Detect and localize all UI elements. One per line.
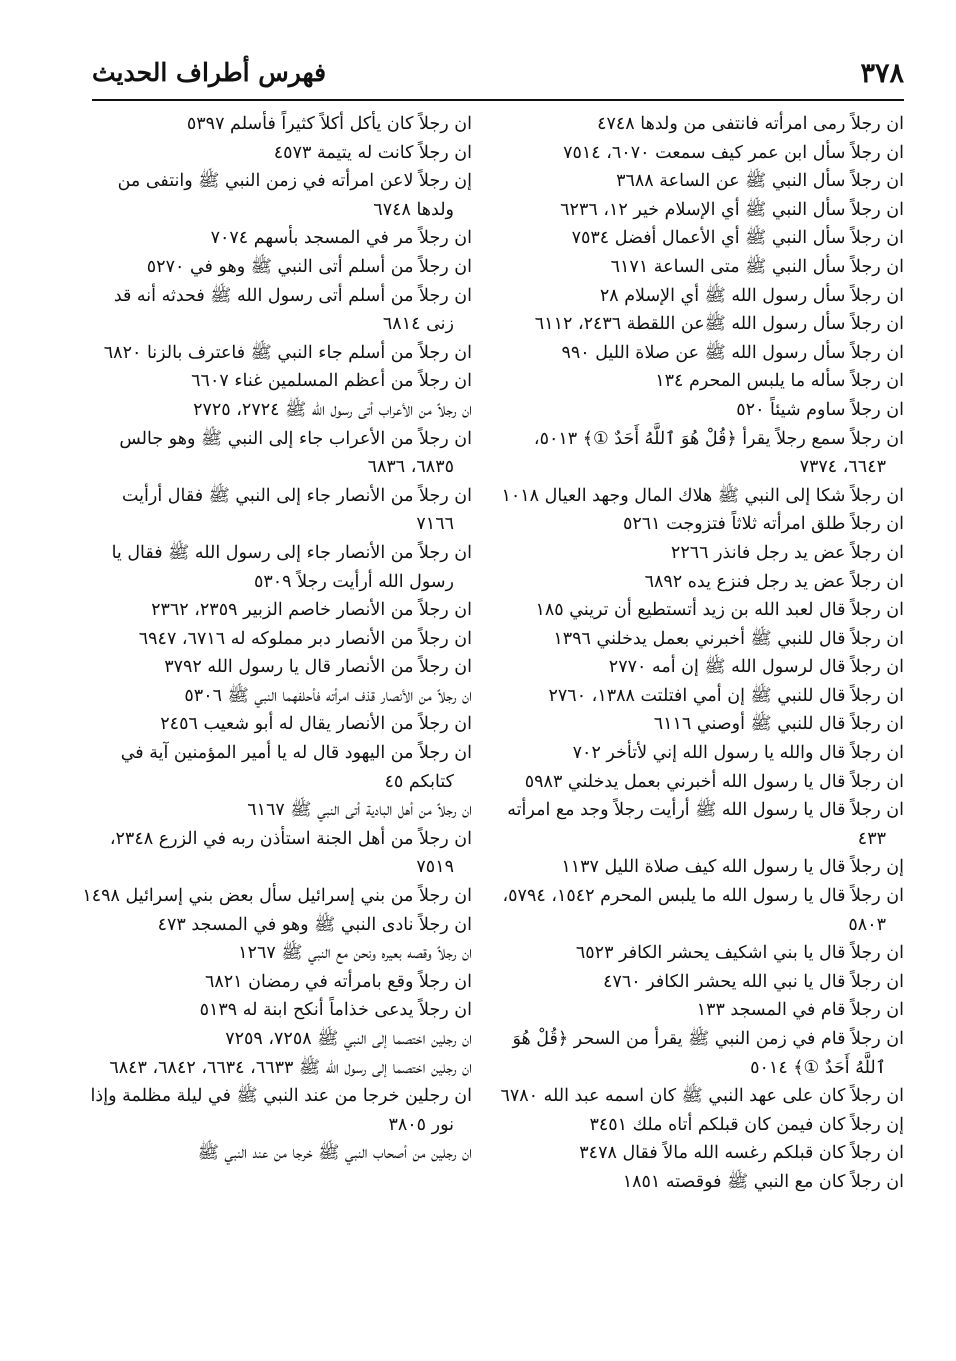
index-entry: ان رجلاً قال يا رسول الله ما يلبس المحرم ١٥٤٢، ٥٧٩٤، ٥٨٠٣ xyxy=(502,886,904,935)
index-entry: ان رجلاً قام في زمن النبي ﷺ يقرأ من السحر ﴿قُلْ هُوَ ٱللَّهُ أَحَدٌ ①﴾ ٥٠١٤ xyxy=(512,1029,904,1078)
index-entry: ان رجلاً من الأنصار جاء إلى رسول الله ﷺ فقال يا رسول الله أرأيت رجلاً ٥٣٠٩ xyxy=(111,542,472,592)
index-entry: ان رجلاً كان يأكل أكلاً كثيراً فأسلم ٥٣٩٧ xyxy=(186,114,472,134)
index-entry: ان رجلاً من أسلم أتى النبي ﷺ وهو في ٥٢٧٠ xyxy=(146,256,472,277)
index-entry: ان رجلاً سأل ابن عمر كيف سمعت ٦٠٧٠، ٧٥١٤ xyxy=(563,142,904,163)
index-entry: ان رجلاً كان مع النبي ﷺ فوقصته ١٨٥١ xyxy=(622,1171,904,1192)
index-entry: ان رجلاً من اليهود قال له يا أمير المؤمنين آية في كتابكم ٤٥ xyxy=(120,743,472,792)
index-entry: ان رجلاً شكا إلى النبي ﷺ هلاك المال وجهد العيال ١٠١٨ xyxy=(501,485,904,506)
index-entry: ان رجلاً وقصه بعيره ونحن مع النبي ﷺ ١٢٦٧ xyxy=(238,943,472,964)
index-entry: ان رجلين من أصحاب النبي ﷺ خرجا من عند النبي ﷺ xyxy=(197,1143,472,1164)
index-entry: ان رجلاً يدعى خذاماً أنكح ابنة له ٥١٣٩ xyxy=(199,1000,472,1021)
index-entry: ان رجلاً من الأنصار دبر مملوكه له ٦٧١٦، ٦٩٤٧ xyxy=(138,628,472,649)
index-entry: ان رجلاً من الأعراب جاء إلى النبي ﷺ وهو جالس ٦٨٣٥، ٦٨٣٦ xyxy=(119,428,472,478)
index-entry: ان رجلاً سأل رسول الله ﷺ أي الإسلام ٢٨ xyxy=(599,285,904,306)
index-entry: ان رجلاً سأل رسول الله ﷺ عن صلاة الليل ٩٩٠ xyxy=(561,342,904,363)
index-entry: ان رجلاً رمى امرأته فانتفى من ولدها ٤٧٤٨ xyxy=(597,114,904,134)
index-entry: ان رجلاً من بني إسرائيل سأل بعض بني إسرائيل ١٤٩٨ xyxy=(82,886,472,907)
index-entry: ان رجلاً قال لرسول الله ﷺ إن أمه ٢٧٧٠ xyxy=(608,657,904,678)
page-number: ٣٧٨ xyxy=(860,58,904,89)
index-entry: ان رجلاً من الأنصار قال يا رسول الله ٣٧٩٢ xyxy=(164,657,472,678)
index-entry: ان رجلاً قال والله يا رسول الله إني لأتأخر ٧٠٢ xyxy=(572,743,904,764)
index-entry: ان رجلاً من أهل البادية أتى النبي ﷺ ٦١٦٧ xyxy=(247,800,472,821)
index-entry: ان رجلاً قال يا نبي الله يحشر الكافر ٤٧٦٠ xyxy=(603,971,904,992)
index-entry: ان رجلين اختصما إلى النبي ﷺ ٧٢٥٨، ٧٢٥٩ xyxy=(225,1029,472,1049)
page-title: فهرس أطراف الحديث xyxy=(92,58,327,87)
index-entry: ان رجلاً سأل النبي ﷺ أي الأعمال أفضل ٧٥٣٤ xyxy=(571,228,904,249)
index-entry: ان رجلاً من أسلم أتى رسول الله ﷺ فحدثه أنه قد زنى ٦٨١٤ xyxy=(113,285,472,335)
index-entry: إن رجلاً لاعن امرأته في زمن النبي ﷺ وانتفى من ولدها ٦٧٤٨ xyxy=(117,171,472,220)
index-column-left xyxy=(82,110,472,1168)
index-entry: ان رجلاً كان قبلكم رغسه الله مالاً فقال ٣٤٧٨ xyxy=(579,1143,904,1164)
index-entry: ان رجلاً قال يا رسول الله أخبرني بعمل يدخلني ٥٩٨٣ xyxy=(524,771,904,792)
index-entry: ان رجلاً قال يا بني اشكيف يحشر الكافر ٦٥٢٣ xyxy=(575,943,904,964)
index-entry: إن رجلاً قال يا رسول الله كيف صلاة الليل ١١٣٧ xyxy=(561,857,904,878)
index-entry: ان رجلاً قام في المسجد ١٣٣ xyxy=(696,1000,904,1021)
index-entry: ان رجلاً قال للنبي ﷺ أوصني ٦١١٦ xyxy=(653,714,904,735)
index-entry: ان رجلاً من أهل الجنة استأذن ربه في الزرع ٢٣٤٨، ٧٥١٩ xyxy=(109,828,472,878)
index-entry: ان رجلاً سأل النبي ﷺ عن الساعة ٣٦٨٨ xyxy=(616,171,904,192)
index-entry: ان رجلاً وقع بامرأته في رمضان ٦٨٢١ xyxy=(204,971,472,992)
index-entry: ان رجلاً ساوم شيئاً ٥٢٠ xyxy=(736,399,904,420)
index-entry: ان رجلاً قال يا رسول الله ﷺ أرأيت رجلاً وجد مع امرأته ٤٣٣ xyxy=(507,800,904,849)
index-entry: ان رجلاً قال للنبي ﷺ إن أمي افتلتت ١٣٨٨، ٢٧٦٠ xyxy=(548,685,904,706)
page-header xyxy=(92,54,904,96)
index-entry: إن رجلاً كان فيمن كان قبلكم أتاه ملك ٣٤٥١ xyxy=(589,1114,904,1135)
index-entry: ان رجلاً من أعظم المسلمين غناء ٦٦٠٧ xyxy=(191,371,472,392)
index-entry: ان رجلاً من الأنصار قذف امرأته فأحلفهما النبي ﷺ ٥٣٠٦ xyxy=(184,685,472,706)
index-entry: ان رجلين اختصما إلى رسول الله ﷺ ٦٦٣٣، ٦٦٣٤، ٦٨٤٢، ٦٨٤٣ xyxy=(109,1057,472,1078)
index-entry: ان رجلاً مر في المسجد بأسهم ٧٠٧٤ xyxy=(210,228,472,249)
index-entry: ان رجلاً كانت له يتيمة ٤٥٧٣ xyxy=(273,142,472,163)
index-entry: ان رجلاً من أسلم جاء النبي ﷺ فاعترف بالزنا ٦٨٢٠ xyxy=(103,342,472,363)
index-entry: ان رجلاً سأل رسول الله ﷺعن اللقطة ٢٤٣٦، ٦١١٢ xyxy=(534,314,904,335)
index-entry: ان رجلاً من الأنصار خاصم الزبير ٢٣٥٩، ٢٣٦٢ xyxy=(151,600,472,621)
index-column-right xyxy=(496,110,904,1197)
index-entry: ان رجلاً عض يد رجل فانذر ٢٢٦٦ xyxy=(670,542,904,563)
index-entry: ان رجلين خرجا من عند النبي ﷺ في ليلة مظلمة وإذا نور ٣٨٠٥ xyxy=(90,1086,472,1135)
index-entry: ان رجلاً نادى النبي ﷺ وهو في المسجد ٤٧٣ xyxy=(157,914,472,935)
index-entry: ان رجلاً طلق امرأته ثلاثاً فتزوجت ٥٢٦١ xyxy=(622,514,904,535)
index-entry: ان رجلاً قال للنبي ﷺ أخبرني بعمل يدخلني ١٣٩٦ xyxy=(553,628,904,649)
index-entry: ان رجلاً عض يد رجل فنزع يده ٦٨٩٢ xyxy=(644,571,904,592)
index-entry: ان رجلاً سمع رجلاً يقرأ ﴿قُلْ هُوَ ٱللَّهُ أَحَدٌ ①﴾ ٥٠١٣، ٦٦٤٣، ٧٣٧٤ xyxy=(533,428,904,478)
index-entry: ان رجلاً سأل النبي ﷺ متى الساعة ٦١٧١ xyxy=(610,256,904,277)
index-entry: ان رجلاً من الأنصار يقال له أبو شعيب ٢٤٥٦ xyxy=(160,714,472,735)
index-entry: ان رجلاً من الأعراب أتى رسول الله ﷺ ٢٧٢٤، ٢٧٢٥ xyxy=(193,399,472,420)
index-entry: ان رجلاً كان على عهد النبي ﷺ كان اسمه عبد الله ٦٧٨٠ xyxy=(500,1086,904,1107)
header-rule xyxy=(92,99,904,101)
index-entry: ان رجلاً من الأنصار جاء إلى النبي ﷺ فقال أرأيت ٧١٦٦ xyxy=(122,485,472,535)
index-entry: ان رجلاً سأل النبي ﷺ أي الإسلام خير ١٢، ٦٢٣٦ xyxy=(560,199,904,220)
index-entry: ان رجلاً قال لعبد الله بن زيد أتستطيع أن تريني ١٨٥ xyxy=(535,600,904,621)
index-entry: ان رجلاً سأله ما يلبس المحرم ١٣٤ xyxy=(655,371,904,392)
